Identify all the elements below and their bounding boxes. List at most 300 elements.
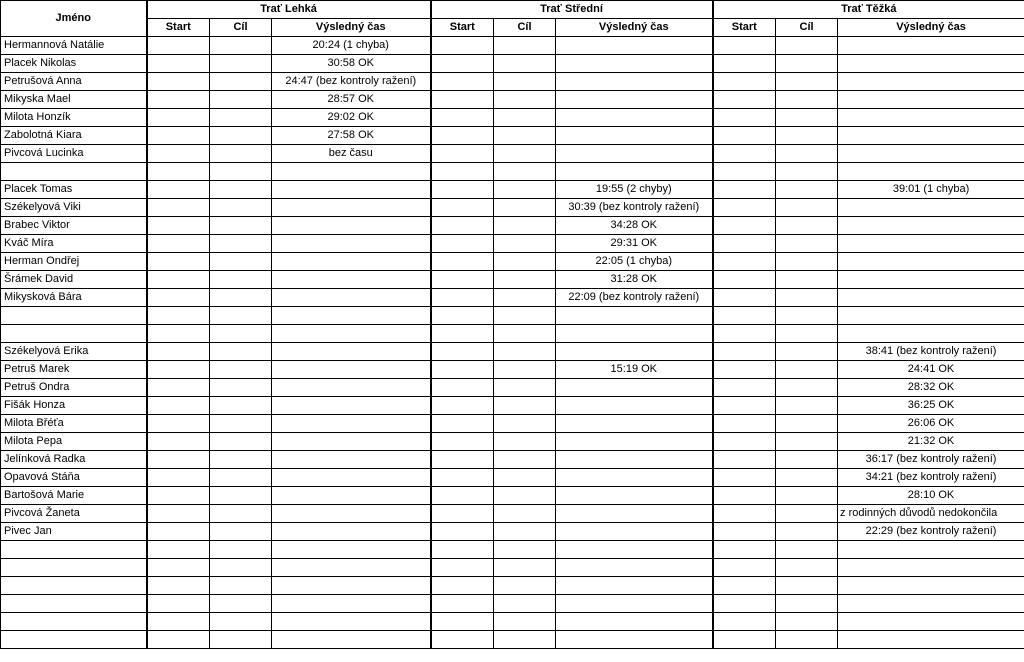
start-cell	[713, 433, 776, 451]
runner-name-cell	[1, 577, 147, 595]
result-cell-hard	[838, 577, 1024, 595]
table-row	[1, 397, 1024, 415]
start-cell	[431, 433, 494, 451]
start-cell	[147, 37, 210, 55]
runner-name-cell: Kváč Míra	[1, 235, 147, 253]
cil-cell	[776, 613, 838, 631]
table-row	[1, 433, 1024, 451]
result-cell-hard: 26:06 OK	[838, 415, 1024, 433]
runner-name-cell: Milota Pepa	[1, 433, 147, 451]
cil-cell	[494, 361, 556, 379]
result-cell-hard	[838, 145, 1024, 163]
runner-name-cell: Zabolotná Kiara	[1, 127, 147, 145]
result-cell-hard: 28:32 OK	[838, 379, 1024, 397]
result-cell-hard	[838, 217, 1024, 235]
runner-name-cell	[1, 613, 147, 631]
column-header-start: Start	[147, 19, 210, 37]
result-cell-easy	[272, 559, 431, 577]
cil-cell	[776, 559, 838, 577]
start-cell	[713, 145, 776, 163]
column-header-cil: Cíl	[776, 19, 838, 37]
result-cell-hard: 36:17 (bez kontroly ražení)	[838, 451, 1024, 469]
cil-cell	[210, 559, 272, 577]
cil-cell	[776, 541, 838, 559]
result-cell-hard	[838, 199, 1024, 217]
result-cell-medium	[556, 433, 713, 451]
table-row	[1, 379, 1024, 397]
runner-name-cell: Placek Tomas	[1, 181, 147, 199]
cil-cell	[776, 91, 838, 109]
result-cell-hard: 38:41 (bez kontroly ražení)	[838, 343, 1024, 361]
cil-cell	[210, 55, 272, 73]
result-cell-medium	[556, 469, 713, 487]
table-row	[1, 127, 1024, 145]
cil-cell	[210, 181, 272, 199]
start-cell	[431, 523, 494, 541]
start-cell	[431, 109, 494, 127]
cil-cell	[494, 289, 556, 307]
table-row	[1, 559, 1024, 577]
start-cell	[147, 469, 210, 487]
cil-cell	[494, 631, 556, 649]
start-cell	[431, 145, 494, 163]
runner-name-cell: Fišák Honza	[1, 397, 147, 415]
result-cell-hard	[838, 325, 1024, 343]
start-cell	[147, 145, 210, 163]
result-cell-medium: 29:31 OK	[556, 235, 713, 253]
course-header-easy: Trať Lehká	[147, 1, 431, 19]
result-cell-easy	[272, 451, 431, 469]
start-cell	[431, 91, 494, 109]
runner-name-cell	[1, 631, 147, 649]
start-cell	[147, 199, 210, 217]
start-cell	[713, 613, 776, 631]
cil-cell	[210, 199, 272, 217]
cil-cell	[776, 55, 838, 73]
result-cell-easy	[272, 541, 431, 559]
cil-cell	[210, 577, 272, 595]
column-header-start: Start	[431, 19, 494, 37]
result-cell-medium	[556, 145, 713, 163]
result-cell-medium	[556, 163, 713, 181]
start-cell	[713, 307, 776, 325]
result-cell-easy	[272, 163, 431, 181]
result-cell-medium	[556, 577, 713, 595]
start-cell	[431, 379, 494, 397]
cil-cell	[210, 145, 272, 163]
table-row	[1, 415, 1024, 433]
cil-cell	[210, 37, 272, 55]
start-cell	[431, 235, 494, 253]
cil-cell	[776, 415, 838, 433]
table-row	[1, 325, 1024, 343]
table-row	[1, 307, 1024, 325]
start-cell	[713, 361, 776, 379]
start-cell	[713, 577, 776, 595]
start-cell	[431, 73, 494, 91]
result-cell-hard	[838, 91, 1024, 109]
start-cell	[713, 199, 776, 217]
table-row	[1, 253, 1024, 271]
start-cell	[431, 307, 494, 325]
cil-cell	[210, 253, 272, 271]
cil-cell	[776, 37, 838, 55]
start-cell	[147, 163, 210, 181]
start-cell	[713, 325, 776, 343]
start-cell	[713, 91, 776, 109]
start-cell	[431, 253, 494, 271]
start-cell	[713, 595, 776, 613]
cil-cell	[776, 145, 838, 163]
start-cell	[713, 271, 776, 289]
cil-cell	[776, 73, 838, 91]
result-cell-hard: 22:29 (bez kontroly ražení)	[838, 523, 1024, 541]
cil-cell	[776, 451, 838, 469]
start-cell	[713, 37, 776, 55]
start-cell	[431, 505, 494, 523]
start-cell	[147, 289, 210, 307]
cil-cell	[494, 109, 556, 127]
cil-cell	[776, 325, 838, 343]
start-cell	[431, 469, 494, 487]
start-cell	[147, 505, 210, 523]
result-cell-medium	[556, 397, 713, 415]
cil-cell	[210, 613, 272, 631]
start-cell	[147, 433, 210, 451]
result-cell-medium	[556, 325, 713, 343]
runner-name-cell: Petrušová Anna	[1, 73, 147, 91]
start-cell	[431, 397, 494, 415]
runner-name-cell	[1, 307, 147, 325]
runner-name-cell: Mikyska Mael	[1, 91, 147, 109]
cil-cell	[776, 271, 838, 289]
result-cell-hard: z rodinných důvodů nedokončila	[838, 505, 1024, 523]
cil-cell	[494, 451, 556, 469]
cil-cell	[494, 397, 556, 415]
result-cell-easy	[272, 289, 431, 307]
start-cell	[713, 127, 776, 145]
result-cell-easy	[272, 235, 431, 253]
header-row-courses	[1, 1, 1024, 19]
cil-cell	[494, 73, 556, 91]
cil-cell	[494, 505, 556, 523]
start-cell	[147, 73, 210, 91]
cil-cell	[210, 541, 272, 559]
runner-name-cell: Székelyová Viki	[1, 199, 147, 217]
column-header-result: Výsledný čas	[556, 19, 713, 37]
result-cell-easy: 29:02 OK	[272, 109, 431, 127]
cil-cell	[494, 163, 556, 181]
result-cell-medium	[556, 307, 713, 325]
result-cell-easy	[272, 469, 431, 487]
start-cell	[713, 253, 776, 271]
runner-name-cell	[1, 595, 147, 613]
cil-cell	[494, 487, 556, 505]
cil-cell	[210, 163, 272, 181]
table-row	[1, 55, 1024, 73]
runner-name-cell	[1, 163, 147, 181]
start-cell	[431, 541, 494, 559]
result-cell-medium	[556, 487, 713, 505]
start-cell	[713, 289, 776, 307]
result-cell-medium: 30:39 (bez kontroly ražení)	[556, 199, 713, 217]
table-row	[1, 631, 1024, 649]
result-cell-easy	[272, 325, 431, 343]
result-cell-easy	[272, 253, 431, 271]
start-cell	[147, 91, 210, 109]
result-cell-hard	[838, 289, 1024, 307]
cil-cell	[494, 343, 556, 361]
cil-cell	[494, 433, 556, 451]
start-cell	[431, 37, 494, 55]
result-cell-easy	[272, 217, 431, 235]
cil-cell	[776, 289, 838, 307]
runner-name-cell: Pivec Jan	[1, 523, 147, 541]
start-cell	[713, 217, 776, 235]
table-row	[1, 613, 1024, 631]
start-cell	[713, 541, 776, 559]
runner-name-cell: Herman Ondřej	[1, 253, 147, 271]
result-cell-hard: 21:32 OK	[838, 433, 1024, 451]
result-cell-medium	[556, 73, 713, 91]
course-header-hard: Trať Těžká	[713, 1, 1024, 19]
start-cell	[431, 577, 494, 595]
table-row	[1, 505, 1024, 523]
result-cell-medium	[556, 631, 713, 649]
result-cell-hard	[838, 127, 1024, 145]
cil-cell	[494, 235, 556, 253]
start-cell	[713, 379, 776, 397]
cil-cell	[210, 361, 272, 379]
result-cell-hard	[838, 613, 1024, 631]
start-cell	[147, 127, 210, 145]
cil-cell	[494, 271, 556, 289]
cil-cell	[210, 235, 272, 253]
start-cell	[431, 631, 494, 649]
table-row	[1, 163, 1024, 181]
cil-cell	[776, 469, 838, 487]
result-cell-medium	[556, 109, 713, 127]
result-cell-medium	[556, 415, 713, 433]
cil-cell	[494, 91, 556, 109]
cil-cell	[776, 523, 838, 541]
table-row	[1, 595, 1024, 613]
runner-name-cell	[1, 559, 147, 577]
table-row	[1, 145, 1024, 163]
table-row	[1, 577, 1024, 595]
cil-cell	[210, 469, 272, 487]
start-cell	[147, 577, 210, 595]
cil-cell	[776, 631, 838, 649]
column-header-name: Jméno	[1, 1, 147, 37]
result-cell-easy: 30:58 OK	[272, 55, 431, 73]
result-cell-easy	[272, 361, 431, 379]
cil-cell	[494, 379, 556, 397]
start-cell	[713, 559, 776, 577]
column-header-start: Start	[713, 19, 776, 37]
result-cell-hard	[838, 271, 1024, 289]
start-cell	[147, 271, 210, 289]
start-cell	[431, 559, 494, 577]
cil-cell	[210, 271, 272, 289]
cil-cell	[494, 253, 556, 271]
cil-cell	[776, 487, 838, 505]
result-cell-easy	[272, 505, 431, 523]
runner-name-cell	[1, 325, 147, 343]
cil-cell	[776, 433, 838, 451]
result-cell-easy	[272, 199, 431, 217]
start-cell	[713, 469, 776, 487]
cil-cell	[210, 109, 272, 127]
runner-name-cell: Pivcová Lucinka	[1, 145, 147, 163]
start-cell	[147, 361, 210, 379]
start-cell	[713, 343, 776, 361]
start-cell	[147, 379, 210, 397]
runner-name-cell: Milota Honzík	[1, 109, 147, 127]
cil-cell	[210, 487, 272, 505]
cil-cell	[494, 613, 556, 631]
start-cell	[147, 613, 210, 631]
result-cell-medium	[556, 595, 713, 613]
result-cell-hard	[838, 37, 1024, 55]
start-cell	[431, 181, 494, 199]
table-row	[1, 289, 1024, 307]
result-cell-medium: 22:09 (bez kontroly ražení)	[556, 289, 713, 307]
result-cell-hard	[838, 307, 1024, 325]
table-row	[1, 235, 1024, 253]
start-cell	[431, 289, 494, 307]
result-cell-medium	[556, 343, 713, 361]
table-row	[1, 271, 1024, 289]
result-cell-hard	[838, 541, 1024, 559]
runner-name-cell: Opavová Stáňa	[1, 469, 147, 487]
cil-cell	[210, 631, 272, 649]
cil-cell	[776, 181, 838, 199]
cil-cell	[494, 55, 556, 73]
cil-cell	[776, 397, 838, 415]
result-cell-hard: 24:41 OK	[838, 361, 1024, 379]
cil-cell	[776, 253, 838, 271]
cil-cell	[210, 397, 272, 415]
start-cell	[713, 397, 776, 415]
start-cell	[431, 613, 494, 631]
result-cell-hard	[838, 55, 1024, 73]
cil-cell	[210, 505, 272, 523]
runner-name-cell: Petruš Ondra	[1, 379, 147, 397]
start-cell	[147, 397, 210, 415]
runner-name-cell: Placek Nikolas	[1, 55, 147, 73]
start-cell	[147, 541, 210, 559]
result-cell-easy: 20:24 (1 chyba)	[272, 37, 431, 55]
start-cell	[713, 505, 776, 523]
result-cell-medium	[556, 541, 713, 559]
result-cell-hard	[838, 595, 1024, 613]
start-cell	[713, 451, 776, 469]
cil-cell	[776, 127, 838, 145]
cil-cell	[494, 541, 556, 559]
start-cell	[147, 451, 210, 469]
result-cell-easy	[272, 271, 431, 289]
result-cell-medium: 22:05 (1 chyba)	[556, 253, 713, 271]
cil-cell	[776, 109, 838, 127]
result-cell-hard	[838, 631, 1024, 649]
result-cell-easy: 27:58 OK	[272, 127, 431, 145]
cil-cell	[494, 127, 556, 145]
result-cell-easy	[272, 577, 431, 595]
runner-name-cell: Hermannová Natálie	[1, 37, 147, 55]
result-cell-easy	[272, 595, 431, 613]
cil-cell	[210, 289, 272, 307]
runner-name-cell: Šrámek David	[1, 271, 147, 289]
start-cell	[147, 253, 210, 271]
result-cell-easy: 24:47 (bez kontroly ražení)	[272, 73, 431, 91]
table-row	[1, 181, 1024, 199]
result-cell-easy	[272, 631, 431, 649]
start-cell	[713, 109, 776, 127]
cil-cell	[210, 415, 272, 433]
result-cell-easy	[272, 397, 431, 415]
table-row	[1, 487, 1024, 505]
start-cell	[147, 523, 210, 541]
start-cell	[147, 559, 210, 577]
cil-cell	[494, 415, 556, 433]
result-cell-hard: 36:25 OK	[838, 397, 1024, 415]
start-cell	[147, 415, 210, 433]
cil-cell	[494, 595, 556, 613]
result-cell-easy	[272, 343, 431, 361]
result-cell-medium	[556, 127, 713, 145]
runner-name-cell: Jelínková Radka	[1, 451, 147, 469]
result-cell-medium	[556, 379, 713, 397]
start-cell	[431, 325, 494, 343]
start-cell	[431, 451, 494, 469]
cil-cell	[776, 361, 838, 379]
start-cell	[147, 631, 210, 649]
start-cell	[147, 55, 210, 73]
column-header-cil: Cíl	[494, 19, 556, 37]
runner-name-cell: Mikysková Bára	[1, 289, 147, 307]
table-row	[1, 541, 1024, 559]
start-cell	[431, 55, 494, 73]
runner-name-cell: Bartošová Marie	[1, 487, 147, 505]
result-cell-hard	[838, 109, 1024, 127]
result-cell-medium: 19:55 (2 chyby)	[556, 181, 713, 199]
cil-cell	[776, 199, 838, 217]
start-cell	[147, 217, 210, 235]
result-cell-medium	[556, 523, 713, 541]
result-cell-medium: 34:28 OK	[556, 217, 713, 235]
cil-cell	[494, 181, 556, 199]
table-row	[1, 523, 1024, 541]
cil-cell	[494, 145, 556, 163]
table-row	[1, 469, 1024, 487]
runner-name-cell: Milota Břéťa	[1, 415, 147, 433]
runner-name-cell: Brabec Viktor	[1, 217, 147, 235]
start-cell	[713, 415, 776, 433]
cil-cell	[494, 577, 556, 595]
result-cell-medium	[556, 451, 713, 469]
cil-cell	[494, 217, 556, 235]
result-cell-hard: 39:01 (1 chyba)	[838, 181, 1024, 199]
result-cell-easy	[272, 181, 431, 199]
result-cell-easy	[272, 487, 431, 505]
start-cell	[147, 343, 210, 361]
start-cell	[713, 73, 776, 91]
cil-cell	[210, 217, 272, 235]
start-cell	[431, 271, 494, 289]
cil-cell	[494, 199, 556, 217]
column-header-result: Výsledný čas	[838, 19, 1024, 37]
